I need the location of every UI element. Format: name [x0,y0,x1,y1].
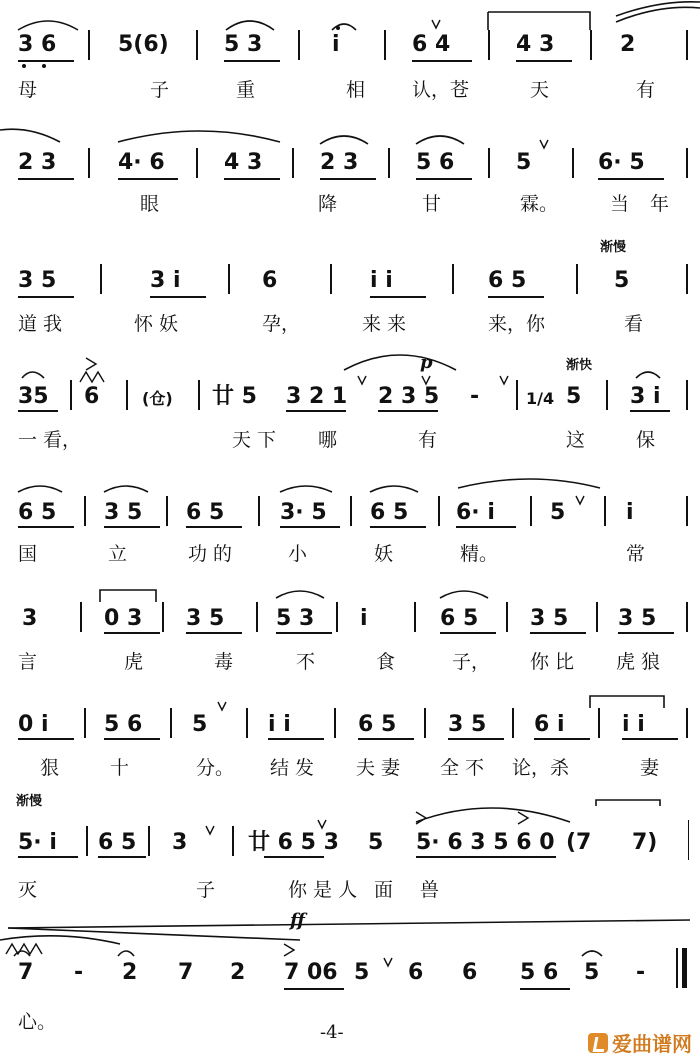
music-logo-icon [588,1033,608,1053]
barline [84,496,86,526]
note-group: 7 06 [284,960,338,985]
barline [292,148,294,178]
note-group: - [636,960,646,985]
barline [686,496,688,526]
barline [100,264,102,294]
note-group: 廿 5 [212,384,257,409]
note-group: i [626,500,634,525]
lyric: 论，杀 [512,757,570,779]
lyric: 立 [108,543,128,565]
note-group: 5· 6 3 5 6 0 [416,830,555,855]
note-group: 5 3 [224,32,263,57]
barline [686,708,688,738]
note-group: 3 5 [530,606,569,631]
note-group: 3 [172,830,188,855]
note-group: (7 [566,830,592,855]
lyric: 甘 [422,193,442,215]
barline [246,708,248,738]
barline [148,826,150,856]
lyric: 不 [296,651,316,673]
note-group: 6 [408,960,424,985]
note-group: 3 5 [618,606,657,631]
final-barline-thin [676,948,678,988]
lyric: 你 比 [530,651,575,673]
barline [256,602,258,632]
barline [516,380,518,410]
lyric: 灭 [18,879,38,901]
note-group: 3 2 1 [286,384,348,409]
lyric: 霖。 [520,193,559,215]
barline [170,708,172,738]
note-group: 5 [584,960,600,985]
lyric: 怀 妖 [134,313,179,335]
lyric: 夫 妻 [356,757,401,779]
lyric: 言 [18,651,38,673]
barline [86,826,88,856]
lyric: 面 [374,879,394,901]
lyric: 道 我 [18,313,63,335]
page-number: -4- [320,1022,344,1043]
barline [438,496,440,526]
lyric: 子 [150,79,170,101]
note-group: i i [268,712,291,737]
lyric: 心。 [18,1011,57,1033]
barline [334,708,336,738]
percussion-mark: (仓) [142,389,173,408]
lyric: 当 [610,193,630,215]
note-group: 3 [22,606,38,631]
barline [488,30,490,60]
note-group: 35 [18,384,49,409]
lyric: 妻 [640,757,660,779]
barline [70,380,72,410]
lyric: 来 来 [362,313,407,335]
note-group: 5 [550,500,566,525]
barline [590,30,592,60]
lyric: 国 [18,543,38,565]
note-group: 廿 6 5 3 [248,830,339,855]
barline [686,148,688,178]
lyric: 天 [530,79,550,101]
lyric: 天 下 [232,429,277,451]
note-group: 2 [620,32,636,57]
lyric: 眼 [140,193,160,215]
barline [686,602,688,632]
barline [686,264,688,294]
note-group: 6· 5 [598,150,645,175]
lyric: 毒 [214,651,234,673]
barline [598,708,600,738]
barline [88,148,90,178]
note-group: 4 3 [224,150,263,175]
lyric: 子， [452,651,491,673]
note-group: 5 [368,830,384,855]
note-group: 5 [192,712,208,737]
note-group: 2 [230,960,246,985]
note-group: 5 [354,960,370,985]
lyric: 妖 [374,543,394,565]
note-group: 5 [566,384,582,409]
barline [506,602,508,632]
lyric: 有 [636,79,656,101]
note-group: 3 i [150,268,181,293]
barline [388,148,390,178]
note-group: 3· 5 [280,500,327,525]
barline [88,30,90,60]
barline [196,30,198,60]
lyric: 年 [650,193,670,215]
final-barline-thick [682,948,687,988]
dynamic-mark: ff [290,910,305,931]
note-group: 2 [122,960,138,985]
note-group: 3 6 [18,32,57,57]
barline [572,148,574,178]
note-group: 6 i [534,712,565,737]
lyric: 小 [288,543,308,565]
barline [126,380,128,410]
note-group: 6 5 [358,712,397,737]
note-group: 4 3 [516,32,555,57]
barline [228,264,230,294]
note-group: 7 [18,960,34,985]
note-group: i i [370,268,393,293]
lyric: 重 [236,79,256,101]
barline [688,820,689,860]
note-group: 6 4 [412,32,451,57]
note-group: 7) [632,830,658,855]
barline [198,380,200,410]
tempo-mark: 渐慢 [16,794,43,809]
barline [84,708,86,738]
barline [488,148,490,178]
note-group: 2 3 5 [378,384,440,409]
lyric: 保 [636,429,656,451]
barline [686,380,688,410]
note-group: 6 5 [488,268,527,293]
lyric: 孕， [262,313,301,335]
barline [162,602,164,632]
note-group: 7 [178,960,194,985]
note-group: 2 3 [18,150,57,175]
lyric: 一 看， [18,429,82,451]
note-group: 0 3 [104,606,143,631]
note-group: 3 5 [448,712,487,737]
lyric: 有 [418,429,438,451]
lyric: 相 [346,79,366,101]
note-group: 5 6 [416,150,455,175]
barline [196,148,198,178]
barline [384,30,386,60]
note-group: i [360,606,368,631]
lyric: 哪 [318,429,338,451]
note-group: 6 [462,960,478,985]
note-group: 0 i [18,712,49,737]
barline [596,602,598,632]
note-group: 3 5 [186,606,225,631]
lyric: 看 [624,313,644,335]
lyric: 食 [376,651,396,673]
note-group: 5· i [18,830,57,855]
lyric: 狠 [40,757,60,779]
tempo-mark: 渐快 [566,358,593,373]
note-group: 6 5 [18,500,57,525]
barline [530,496,532,526]
note-group: 6 5 [440,606,479,631]
note-group: 2 3 [320,150,359,175]
lyric: 这 [566,429,586,451]
note-group: 6 [262,268,278,293]
note-group: i i [622,712,645,737]
lyric: 来，你 [488,313,546,335]
lyric: 虎 [124,651,144,673]
barline [576,264,578,294]
barline [604,496,606,526]
note-group: 6 [84,384,100,409]
barline [258,496,260,526]
note-group: 5(6) [118,32,169,57]
barline [80,602,82,632]
barline [232,826,234,856]
note-group: 3 5 [18,268,57,293]
note-group: 5 6 [104,712,143,737]
barline [414,602,416,632]
note-group: 3 i [630,384,661,409]
note-group: 6 5 [370,500,409,525]
note-group: 6 5 [98,830,137,855]
note-group: 5 [516,150,532,175]
barline [336,602,338,632]
note-group: 6· i [456,500,495,525]
note-group: 5 6 [520,960,559,985]
barline [512,708,514,738]
note-group: 5 3 [276,606,315,631]
dynamic-mark: p [420,352,433,373]
barline [330,264,332,294]
barline [298,30,300,60]
time-signature: 1/4 [526,389,555,408]
barline [686,30,688,60]
note-group: - [74,960,84,985]
lyric: 你 是 人 [288,879,358,901]
lyric: 精。 [460,543,499,565]
lyric: 母 [18,79,38,101]
note-group: 5 [614,268,630,293]
note-group: 3 5 [104,500,143,525]
lyric: 分。 [196,757,235,779]
note-group: i [332,32,340,57]
barline [166,496,168,526]
lyric: 十 [110,757,130,779]
watermark-logo [588,1028,692,1057]
lyric: 功 的 [188,543,233,565]
tempo-mark: 渐慢 [600,240,627,255]
lyric: 降 [318,193,338,215]
lyric: 兽 [420,879,440,901]
lyric: 子 [196,879,216,901]
barline [606,380,608,410]
lyric: 虎 狼 [616,651,661,673]
lyric: 结 发 [270,757,315,779]
note-group: 6 5 [186,500,225,525]
barline [350,496,352,526]
barline [452,264,454,294]
watermark-text: 爱曲谱网 [612,1032,692,1056]
lyric: 认，苍 [412,79,470,101]
note-group: 4· 6 [118,150,165,175]
barline [424,708,426,738]
lyric: 常 [626,543,646,565]
note-group: - [470,384,480,409]
lyric: 全 不 [440,757,485,779]
